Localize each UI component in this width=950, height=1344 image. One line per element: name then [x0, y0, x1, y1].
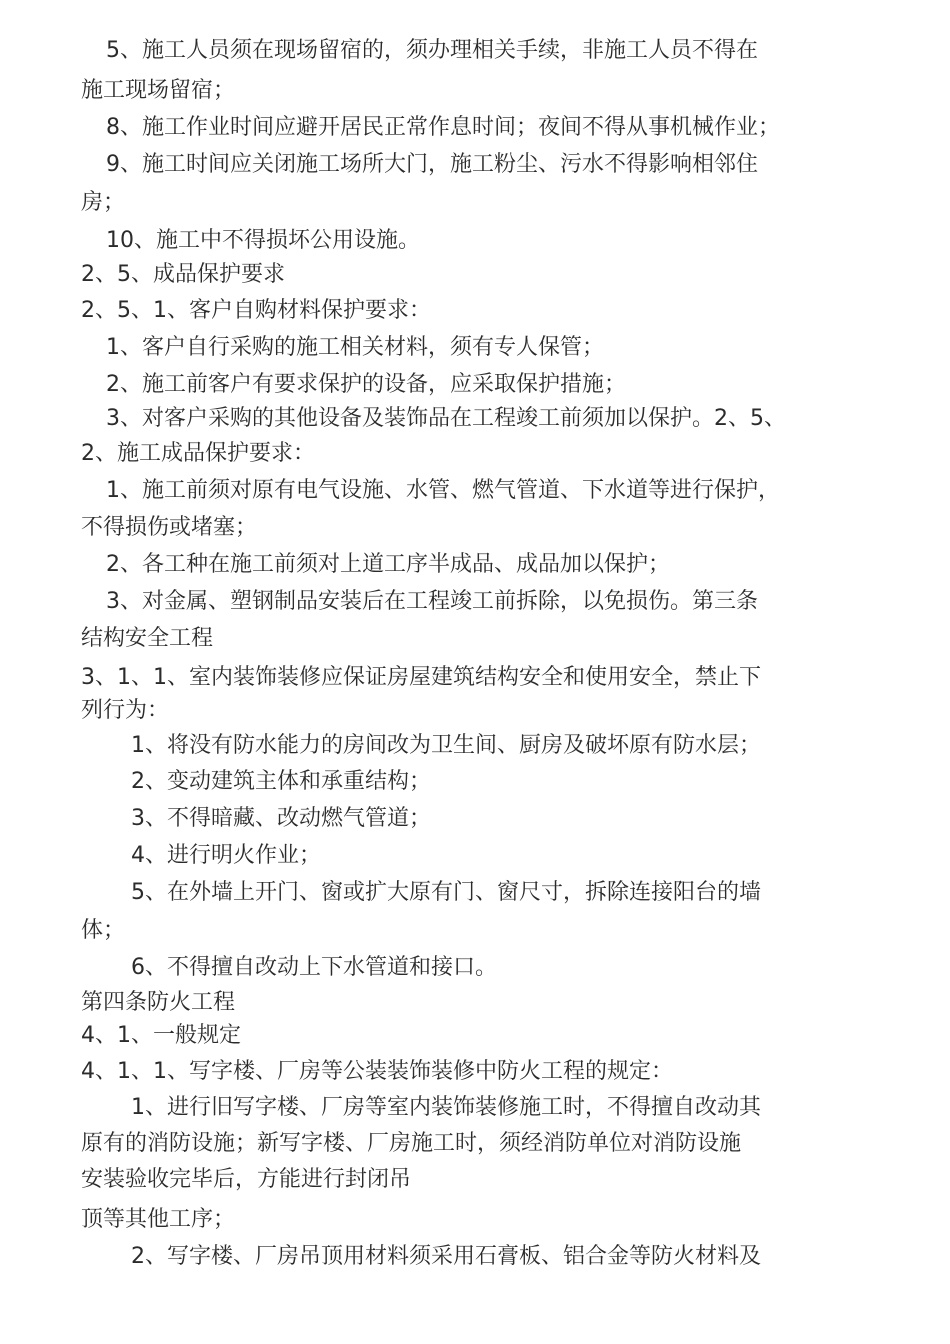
- text-line: 体；: [81, 918, 126, 943]
- text-line: 3、1、1、室内装饰装修应保证房屋建筑结构安全和使用安全，禁止下: [81, 665, 761, 690]
- text-line: 3、对金属、塑钢制品安装后在工程竣工前拆除，以免损伤。第三条: [106, 589, 758, 614]
- text-line: 2、写字楼、厂房吊顶用材料须采用石膏板、铝合金等防火材料及: [131, 1244, 761, 1269]
- subsection-heading: 4、1、一般规定: [81, 1023, 241, 1048]
- text-line: 3、不得暗藏、改动燃气管道；: [131, 806, 431, 831]
- text-line: 6、不得擅自改动上下水管道和接口。: [131, 955, 497, 980]
- text-line: 房；: [81, 190, 126, 215]
- text-line: 列行为：: [81, 698, 170, 723]
- text-line: 不得损伤或堵塞；: [81, 515, 258, 540]
- text-line: 2、变动建筑主体和承重结构；: [131, 769, 431, 794]
- text-line: 1、客户自行采购的施工相关材料，须有专人保管；: [106, 335, 604, 360]
- text-line: 10、施工中不得损坏公用设施。: [106, 228, 420, 253]
- text-line: 结构安全工程: [81, 626, 214, 651]
- section-heading: 2、5、成品保护要求: [81, 262, 285, 287]
- text-line: 安装验收完毕后，方能进行封闭吊: [81, 1167, 412, 1192]
- subsection-heading: 4、1、1、写字楼、厂房等公装装饰装修中防火工程的规定：: [81, 1059, 673, 1084]
- text-line: 1、施工前须对原有电气设施、水管、燃气管道、下水道等进行保护，: [106, 478, 780, 503]
- text-line: 顶等其他工序；: [81, 1207, 236, 1232]
- text-line: 1、将没有防水能力的房间改为卫生间、厨房及破坏原有防水层；: [131, 733, 761, 758]
- text-line: 原有的消防设施；新写字楼、厂房施工时，须经消防单位对消防设施: [81, 1131, 742, 1156]
- text-line: 3、对客户采购的其他设备及装饰品在工程竣工前须加以保护。2、5、: [106, 406, 786, 431]
- text-line: 2、施工前客户有要求保护的设备，应采取保护措施；: [106, 372, 626, 397]
- text-line: 5、施工人员须在现场留宿的，须办理相关手续，非施工人员不得在: [106, 38, 758, 63]
- text-line: 1、进行旧写字楼、厂房等室内装饰装修施工时，不得擅自改动其: [131, 1095, 761, 1120]
- text-line: 8、施工作业时间应避开居民正常作息时间；夜间不得从事机械作业；: [106, 115, 780, 140]
- section-heading: 第四条防火工程: [81, 990, 236, 1015]
- text-line: 5、在外墙上开门、窗或扩大原有门、窗尺寸，拆除连接阳台的墙: [131, 880, 761, 905]
- subsection-heading: 2、5、1、客户自购材料保护要求：: [81, 298, 431, 323]
- text-line: 施工现场留宿；: [81, 78, 236, 103]
- text-line: 2、各工种在施工前须对上道工序半成品、成品加以保护；: [106, 552, 670, 577]
- text-line: 4、进行明火作业；: [131, 843, 321, 868]
- text-line: 2、施工成品保护要求：: [81, 441, 315, 466]
- text-line: 9、施工时间应关闭施工场所大门，施工粉尘、污水不得影响相邻住: [106, 152, 758, 177]
